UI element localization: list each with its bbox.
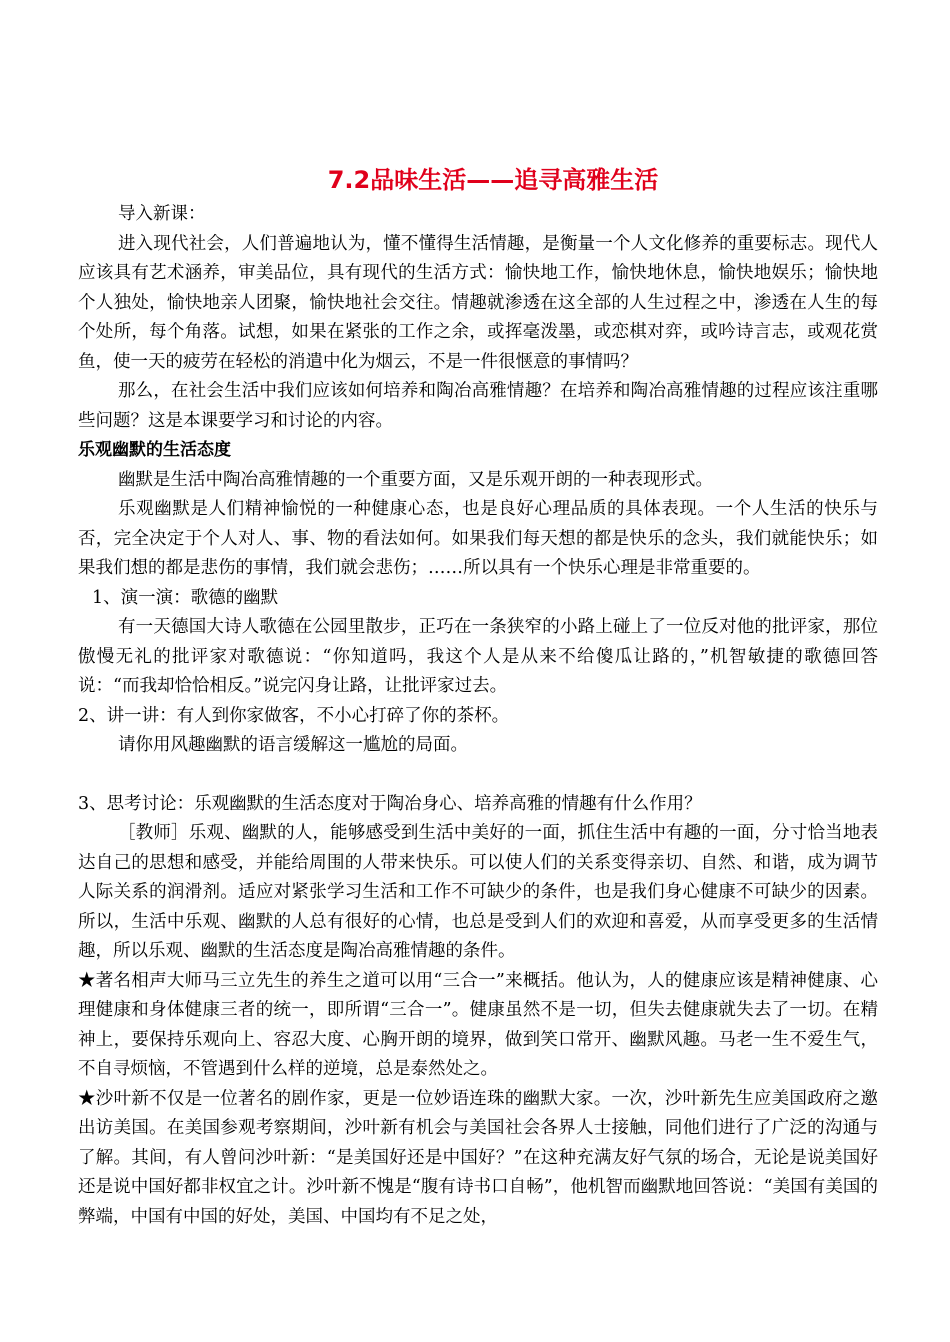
section-heading: 乐观幽默的生活态度 — [78, 440, 231, 460]
item-1-text: 有一天德国大诗人歌德在公园里散步，正巧在一条狭窄的小路上碰上了一位反对他的批评家，那位傲慢无礼的批评家对歌德说：“你知道吗，我这个人是从来不给傻瓜让路的，”机智敏捷的歌德回答说：“而我却恰恰相反。”说完闪身让路，让批评家过去。 — [78, 617, 878, 696]
blank-line — [78, 761, 878, 790]
intro-paragraph-2: 那么，在社会生活中我们应该如何培养和陶冶高雅情趣？在培养和陶冶高雅情趣的过程应该注重哪些问题？这是本课要学习和讨论的内容。 — [78, 381, 878, 431]
item-2-text: 请你用风趣幽默的语言缓解这一尴尬的局面。 — [118, 735, 468, 755]
item-2-label: 2、讲一讲：有人到你家做客，不小心打碎了你的茶杯。 — [78, 705, 510, 726]
star-paragraph-1: ★著名相声大师马三立先生的养生之道可以用“三合一”来概括。他认为，人的健康应该是精神健康、心理健康和身体健康三者的统一，即所谓“三合一”。健康虽然不是一切，但失去健康就失去了一切。在精神上，要保持乐观向上、容忍大度、心胸开朗的境界，做到笑口常开、幽默风趣。马老一生不爱生气，不自寻烦恼，不管遇到什么样的逆境，总是泰然处之。 — [78, 970, 878, 1079]
page-title: 7.2品味生活——追寻高雅生活 — [327, 166, 659, 194]
intro-paragraph-1: 进入现代社会，人们普遍地认为，懂不懂得生活情趣，是衡量一个人文化修养的重要标志。现代人应该具有艺术涵养，审美品位，具有现代的生活方式：愉快地工作，愉快地休息，愉快地娱乐；愉快地个人独处，愉快地亲人团聚，愉快地社会交往。情趣就渗透在这全部的人生过程之中，渗透在人生的每个处所，每个角落。试想，如果在紧张的工作之余，或挥毫泼墨，或恋棋对弈，或吟诗言志，或观花赏鱼，使一天的疲劳在轻松的消遣中化为烟云，不是一件很惬意的事情吗？ — [78, 233, 878, 372]
item-1-label: 1、演一演：歌德的幽默 — [92, 587, 279, 608]
item-3-label: 3、思考讨论：乐观幽默的生活态度对于陶冶身心、培养高雅的情趣有什么作用？ — [78, 793, 702, 814]
humor-paragraph-1: 幽默是生活中陶冶高雅情趣的一个重要方面，又是乐观开朗的一种表现形式。 — [118, 469, 713, 490]
document-page — [78, 160, 878, 1232]
teacher-paragraph: ［教师］乐观、幽默的人，能够感受到生活中美好的一面，抓住生活中有趣的一面，分寸恰当地表达自己的思想和感受，并能给周围的人带来快乐。可以使人们的关系变得亲切、自然、和谐，成为调节人际关系的润滑剂。适应对紧张学习生活和工作不可缺少的条件，也是我们身心健康不可缺少的因素。所以，生活中乐观、幽默的人总有很好的心情，也总是受到人们的欢迎和喜爱，从而享受更多的生活情趣，所以乐观、幽默的生活态度是陶冶高雅情趣的条件。 — [78, 823, 878, 961]
star-paragraph-2: ★沙叶新不仅是一位著名的剧作家，更是一位妙语连珠的幽默大家。一次，沙叶新先生应美国政府之邀出访美国。在美国参观考察期间，沙叶新有机会与美国社会各界人士接触，同他们进行了广泛的沟通与了解。其间，有人曾问沙叶新：“是美国好还是中国好？”在这种充满友好气氛的场合，无论是说美国好还是说中国好都非权宜之计。沙叶新不愧是“腹有诗书口自畅”，他机智而幽默地回答说：“美国有美国的弊端，中国有中国的好处，美国、中国均有不足之处， — [78, 1088, 878, 1227]
intro-label: 导入新课： — [118, 204, 206, 224]
humor-paragraph-2: 乐观幽默是人们精神愉悦的一种健康心态，也是良好心理品质的具体表现。一个人生活的快乐与否，完全决定于个人对人、事、物的看法如何。如果我们每天想的都是快乐的念头，我们就能快乐；如果我们想的都是悲伤的事情，我们就会悲伤；……所以具有一个快乐心理是非常重要的。 — [78, 499, 878, 578]
